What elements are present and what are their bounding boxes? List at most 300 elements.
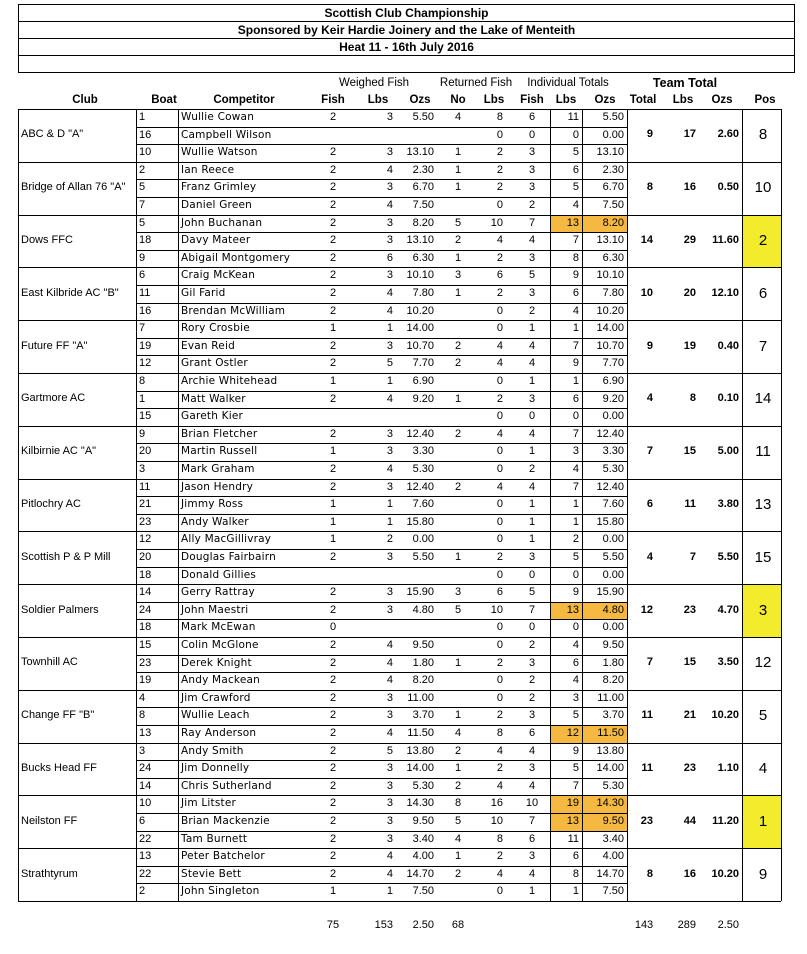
row-divider xyxy=(136,179,627,180)
row-divider xyxy=(136,619,627,620)
col-returned-lbs: Lbs xyxy=(483,94,505,106)
row-divider xyxy=(136,127,627,128)
competitor-name: John Singleton xyxy=(181,885,260,898)
individual-fish: 0 xyxy=(528,128,536,141)
weighed-lbs: 1 xyxy=(386,515,393,528)
boat-number: 22 xyxy=(139,867,152,880)
individual-ozs: 9.50 xyxy=(602,639,624,651)
weighed-lbs: 4 xyxy=(386,867,393,880)
individual-fish: 3 xyxy=(528,251,536,264)
competitor-name: Ian Reece xyxy=(181,163,235,176)
weighed-lbs: 3 xyxy=(386,832,393,845)
returned-no: 1 xyxy=(454,181,462,194)
competitor-name: Martin Russell xyxy=(181,445,258,458)
individual-fish: 6 xyxy=(528,111,536,123)
col-competitor: Competitor xyxy=(213,94,275,106)
weighed-ozs: 15.80 xyxy=(406,515,434,528)
individual-lbs: 3 xyxy=(572,691,579,704)
individual-lbs: 19 xyxy=(566,797,579,810)
returned-lbs: 2 xyxy=(496,163,503,176)
team-total-ozs: 5.00 xyxy=(717,445,739,458)
individual-ozs: 5.50 xyxy=(602,551,624,563)
individual-ozs: 6.30 xyxy=(602,251,624,264)
returned-no: 8 xyxy=(454,797,462,810)
returned-lbs: 6 xyxy=(496,269,503,282)
boat-number: 9 xyxy=(139,251,146,264)
team-total-lbs: 44 xyxy=(683,814,696,827)
competitor-name: Peter Batchelor xyxy=(181,850,265,863)
boat-number: 23 xyxy=(139,515,152,528)
row-divider xyxy=(136,514,627,515)
individual-lbs: 13 xyxy=(566,603,579,616)
weighed-ozs: 13.80 xyxy=(406,744,434,757)
individual-fish: 4 xyxy=(528,744,536,757)
returned-no: 1 xyxy=(454,287,462,299)
returned-no: 3 xyxy=(454,269,462,282)
individual-ozs: 0.00 xyxy=(602,128,624,141)
returned-lbs: 4 xyxy=(496,339,503,352)
returned-lbs: 4 xyxy=(496,779,503,792)
weighed-ozs: 9.20 xyxy=(412,392,434,405)
weighed-ozs: 10.20 xyxy=(406,304,434,317)
club-name: Strathtyrum xyxy=(21,867,78,880)
row-divider xyxy=(136,408,627,409)
weighed-lbs: 4 xyxy=(386,639,393,651)
competitor-name: John Maestri xyxy=(181,603,249,616)
individual-ozs: 8.20 xyxy=(602,216,624,229)
individual-ozs: 4.80 xyxy=(602,603,624,616)
boat-number: 7 xyxy=(139,322,146,335)
team-total-lbs: 17 xyxy=(683,128,696,141)
row-divider xyxy=(136,443,627,444)
weighed-lbs: 3 xyxy=(386,709,393,722)
weighed-fish: 1 xyxy=(329,885,337,898)
team-position: 14 xyxy=(754,390,772,408)
individual-lbs: 1 xyxy=(572,322,579,335)
individual-ozs: 5.50 xyxy=(602,111,624,123)
boat-number: 8 xyxy=(139,709,146,722)
weighed-fish: 2 xyxy=(329,251,337,264)
weighed-fish: 1 xyxy=(329,498,337,511)
weighed-fish: 2 xyxy=(329,797,337,810)
individual-ozs: 7.70 xyxy=(602,357,624,370)
individual-fish: 3 xyxy=(528,146,536,159)
team-total-ozs: 4.70 xyxy=(717,603,739,616)
weighed-ozs: 6.90 xyxy=(412,375,434,387)
weighed-ozs: 6.30 xyxy=(412,251,434,264)
weighed-ozs: 7.50 xyxy=(412,199,434,211)
row-divider xyxy=(136,285,627,286)
returned-no: 2 xyxy=(454,427,462,440)
team-total-lbs: 23 xyxy=(683,762,696,774)
individual-lbs: 12 xyxy=(566,727,579,739)
individual-ozs: 7.50 xyxy=(602,199,624,211)
returned-no: 2 xyxy=(454,744,462,757)
club-divider xyxy=(18,267,781,268)
row-divider xyxy=(136,303,627,304)
team-position: 6 xyxy=(758,284,768,302)
boat-number: 2 xyxy=(139,163,146,176)
individual-lbs: 13 xyxy=(566,216,579,229)
boat-number: 4 xyxy=(139,691,146,704)
weighed-fish: 1 xyxy=(329,533,337,546)
team-total-fish: 23 xyxy=(640,814,653,827)
individual-lbs: 5 xyxy=(572,146,579,159)
boat-number: 14 xyxy=(139,779,152,792)
club-name: Scottish P & P Mill xyxy=(21,550,111,563)
weighed-ozs: 8.20 xyxy=(412,216,434,229)
individual-ozs: 14.30 xyxy=(596,797,624,810)
returned-no: 1 xyxy=(454,163,462,176)
individual-lbs: 1 xyxy=(572,375,579,387)
column-divider xyxy=(136,109,137,901)
returned-lbs: 4 xyxy=(496,427,503,440)
individual-fish: 3 xyxy=(528,850,536,863)
blank-line xyxy=(18,55,795,73)
returned-no: 1 xyxy=(454,762,462,775)
competitor-name: Brian Mackenzie xyxy=(181,815,270,827)
weighed-fish: 2 xyxy=(329,832,337,845)
returned-lbs: 2 xyxy=(496,181,503,194)
col-ozs: Ozs xyxy=(409,94,431,106)
competitor-name: Ally MacGillivray xyxy=(181,533,272,546)
returned-no: 2 xyxy=(454,234,462,247)
individual-lbs: 1 xyxy=(572,498,579,511)
weighed-fish: 1 xyxy=(329,515,337,528)
club-name: ABC & D "A" xyxy=(21,128,84,141)
weighed-lbs: 3 xyxy=(386,269,393,282)
individual-ozs: 14.00 xyxy=(596,322,624,335)
row-divider xyxy=(136,602,627,603)
row-divider xyxy=(136,813,627,814)
individual-fish: 3 xyxy=(528,709,536,722)
individual-fish: 5 xyxy=(528,586,536,599)
weighed-lbs: 2 xyxy=(386,533,393,546)
weighed-ozs: 14.00 xyxy=(406,322,434,335)
weighed-fish: 2 xyxy=(329,216,337,229)
weighed-ozs: 5.50 xyxy=(412,111,434,123)
individual-fish: 4 xyxy=(528,339,536,352)
row-divider xyxy=(136,144,627,145)
returned-lbs: 0 xyxy=(496,515,503,528)
row-divider xyxy=(136,355,627,356)
competitor-name: Campbell Wilson xyxy=(181,128,272,141)
grand-total-lbs: 153 xyxy=(374,919,393,931)
returned-lbs: 0 xyxy=(496,322,503,335)
individual-ozs: 12.40 xyxy=(596,480,624,493)
weighed-ozs: 3.40 xyxy=(412,832,434,845)
team-total-ozs: 11.20 xyxy=(712,814,739,827)
boat-number: 16 xyxy=(139,128,152,141)
weighed-lbs: 1 xyxy=(386,885,393,898)
weighed-fish: 2 xyxy=(329,656,337,669)
weighed-ozs: 4.00 xyxy=(412,850,434,863)
club-name: Kilbirnie AC "A" xyxy=(21,445,97,458)
club-divider xyxy=(18,690,781,691)
individual-ozs: 7.50 xyxy=(602,885,624,898)
row-divider xyxy=(136,725,627,726)
returned-lbs: 4 xyxy=(496,480,503,493)
returned-lbs: 0 xyxy=(496,463,503,475)
team-total-ozs: 12.10 xyxy=(711,286,739,299)
weighed-lbs: 3 xyxy=(386,797,393,810)
individual-fish: 7 xyxy=(528,815,536,827)
boat-number: 1 xyxy=(139,392,146,405)
individual-lbs: 6 xyxy=(572,287,579,299)
individual-fish: 6 xyxy=(528,832,536,845)
team-position: 15 xyxy=(754,548,772,566)
individual-lbs: 4 xyxy=(572,674,579,687)
returned-no: 1 xyxy=(454,251,462,264)
weighed-lbs: 3 xyxy=(386,427,393,440)
competitor-name: Brendan McWilliam xyxy=(181,304,286,317)
weighed-fish: 1 xyxy=(329,322,337,335)
team-total-lbs: 29 xyxy=(683,234,696,246)
competitor-name: Tam Burnett xyxy=(181,832,248,845)
individual-lbs: 8 xyxy=(572,867,579,880)
weighed-ozs: 7.50 xyxy=(412,885,434,898)
row-divider xyxy=(136,883,627,884)
row-divider xyxy=(136,391,627,392)
boat-number: 5 xyxy=(139,181,146,194)
competitor-name: Mark McEwan xyxy=(181,621,256,634)
individual-lbs: 7 xyxy=(572,427,579,440)
team-position: 8 xyxy=(758,126,768,144)
returned-lbs: 8 xyxy=(496,832,503,845)
individual-lbs: 5 xyxy=(572,709,579,722)
team-position: 3 xyxy=(758,601,768,619)
individual-lbs: 4 xyxy=(572,199,579,211)
team-position: 10 xyxy=(754,179,772,197)
individual-fish: 3 xyxy=(528,181,536,194)
individual-column-divider xyxy=(582,109,583,901)
individual-ozs: 9.50 xyxy=(602,815,624,827)
competitor-name: Ray Anderson xyxy=(181,727,257,739)
returned-lbs: 4 xyxy=(496,867,503,880)
weighed-fish: 2 xyxy=(329,287,337,299)
row-divider xyxy=(136,778,627,779)
sponsor-line: Sponsored by Keir Hardie Joinery and the Lake of Menteith xyxy=(18,21,795,39)
team-total-lbs: 15 xyxy=(683,445,696,458)
team-position: 12 xyxy=(754,654,772,672)
returned-no: 2 xyxy=(454,357,462,370)
returned-no: 4 xyxy=(454,727,462,739)
weighed-ozs: 12.40 xyxy=(406,427,434,440)
individual-ozs: 4.00 xyxy=(602,850,624,863)
column-divider xyxy=(18,109,19,901)
weighed-fish: 2 xyxy=(329,779,337,792)
competitor-name: Daniel Green xyxy=(181,199,253,211)
boat-number: 6 xyxy=(139,269,146,282)
row-divider xyxy=(136,672,627,673)
individual-fish: 6 xyxy=(528,727,536,739)
individual-lbs: 11 xyxy=(567,832,579,845)
weighed-lbs: 5 xyxy=(386,357,393,370)
individual-lbs: 3 xyxy=(572,445,579,458)
returned-no: 1 xyxy=(454,656,462,669)
individual-ozs: 7.60 xyxy=(602,498,624,511)
individual-lbs: 7 xyxy=(572,480,579,493)
returned-lbs: 0 xyxy=(496,304,503,317)
weighed-lbs: 4 xyxy=(386,304,393,317)
boat-number: 3 xyxy=(139,744,146,757)
individual-fish: 3 xyxy=(528,656,536,669)
competitor-name: Gareth Kier xyxy=(181,410,244,423)
team-total-lbs: 16 xyxy=(683,867,696,880)
team-total-header: Team Total xyxy=(652,76,718,90)
individual-fish: 3 xyxy=(528,551,536,563)
returned-lbs: 2 xyxy=(496,146,503,159)
team-position: 13 xyxy=(754,496,772,513)
individual-ozs: 7.80 xyxy=(602,287,624,299)
boat-number: 10 xyxy=(139,146,152,159)
boat-number: 21 xyxy=(139,498,152,511)
col-boat: Boat xyxy=(151,94,177,106)
team-total-fish: 9 xyxy=(646,128,653,141)
weighed-fish: 2 xyxy=(329,357,337,370)
grand-total-ozs: 2.50 xyxy=(412,919,434,931)
competitor-name: Donald Gillies xyxy=(181,568,257,581)
individual-ozs: 10.10 xyxy=(596,269,624,282)
boat-number: 24 xyxy=(139,603,152,616)
row-divider xyxy=(136,567,627,568)
column-divider xyxy=(627,109,628,901)
competitor-name: Franz Grimley xyxy=(181,181,257,194)
weighed-lbs: 4 xyxy=(386,463,393,475)
returned-lbs: 2 xyxy=(496,287,503,299)
individual-fish: 2 xyxy=(528,304,536,317)
team-total-fish: 4 xyxy=(646,392,653,405)
weighed-lbs: 3 xyxy=(386,586,393,599)
club-divider xyxy=(18,426,781,427)
individual-ozs: 0.00 xyxy=(602,568,624,581)
individual-ozs: 10.70 xyxy=(596,339,624,352)
returned-no: 5 xyxy=(454,216,462,229)
weighed-fish: 2 xyxy=(329,639,337,651)
returned-no: 1 xyxy=(454,146,462,159)
individual-lbs: 4 xyxy=(572,463,579,475)
team-total-ozs: 3.50 xyxy=(717,656,739,669)
weighed-lbs: 3 xyxy=(386,181,393,194)
team-position: 7 xyxy=(758,337,768,355)
col-ind-lbs: Lbs xyxy=(555,94,577,106)
col-team-total: Total xyxy=(629,94,657,106)
boat-number: 12 xyxy=(139,357,152,370)
col-no: No xyxy=(450,94,466,106)
individual-fish: 0 xyxy=(528,410,536,423)
table-border-bottom xyxy=(18,901,781,902)
boat-number: 2 xyxy=(139,885,146,898)
weighed-ozs: 13.10 xyxy=(406,146,434,159)
club-name: Soldier Palmers xyxy=(21,603,99,616)
returned-no: 2 xyxy=(454,779,462,792)
competitor-name: Archie Whitehead xyxy=(181,375,278,387)
individual-fish: 4 xyxy=(528,357,536,370)
boat-number: 11 xyxy=(139,480,151,493)
weighed-lbs: 3 xyxy=(386,762,393,775)
individual-fish: 2 xyxy=(528,639,536,651)
weighed-fish: 1 xyxy=(329,375,337,387)
grand-total-returned: 68 xyxy=(451,919,465,931)
boat-number: 11 xyxy=(139,287,151,299)
weighed-fish: 2 xyxy=(329,850,337,863)
col-club: Club xyxy=(72,94,98,106)
boat-number: 5 xyxy=(139,216,146,229)
returned-lbs: 0 xyxy=(496,445,503,458)
individual-fish: 2 xyxy=(528,199,536,211)
individual-ozs: 3.40 xyxy=(602,832,624,845)
individual-ozs: 2.30 xyxy=(602,163,624,176)
team-total-ozs: 0.50 xyxy=(717,181,739,194)
weighed-lbs: 3 xyxy=(386,111,393,123)
club-divider xyxy=(18,162,781,163)
team-total-lbs: 8 xyxy=(689,392,696,405)
individual-lbs: 0 xyxy=(572,128,579,141)
returned-lbs: 0 xyxy=(496,498,503,511)
weighed-fish: 2 xyxy=(329,867,337,880)
competitor-name: Rory Crosbie xyxy=(181,322,250,335)
club-divider xyxy=(18,215,781,216)
club-name: Future FF "A" xyxy=(21,339,88,352)
boat-number: 16 xyxy=(139,304,152,317)
weighed-lbs: 4 xyxy=(386,674,393,687)
weighed-lbs: 4 xyxy=(386,199,393,211)
individual-lbs: 9 xyxy=(572,744,579,757)
individual-ozs: 12.40 xyxy=(596,427,624,440)
weighed-ozs: 9.50 xyxy=(412,815,434,827)
club-name: Neilston FF xyxy=(21,814,78,827)
weighed-fish: 2 xyxy=(329,427,337,440)
individual-lbs: 11 xyxy=(567,111,579,123)
col-ind-fish: Fish xyxy=(520,94,544,106)
individual-lbs: 5 xyxy=(572,762,579,775)
returned-no: 2 xyxy=(454,480,462,493)
weighed-fish: 2 xyxy=(329,181,337,194)
individual-ozs: 14.70 xyxy=(596,867,624,880)
team-total-ozs: 10.20 xyxy=(711,867,739,880)
weighed-lbs: 5 xyxy=(386,744,393,757)
individual-lbs: 7 xyxy=(572,779,579,792)
returned-no: 1 xyxy=(454,709,462,722)
boat-number: 14 xyxy=(139,586,152,599)
weighed-ozs: 5.50 xyxy=(412,551,434,563)
weighed-lbs: 1 xyxy=(386,375,393,387)
individual-fish: 5 xyxy=(528,269,536,282)
weighed-lbs: 4 xyxy=(386,656,393,669)
individual-fish: 1 xyxy=(528,498,536,511)
weighed-lbs: 3 xyxy=(386,815,393,827)
competitor-name: Gerry Rattray xyxy=(181,586,255,599)
col-team-ozs: Ozs xyxy=(711,94,733,106)
col-lbs: Lbs xyxy=(367,94,389,106)
boat-number: 6 xyxy=(139,815,146,827)
weighed-fish: 2 xyxy=(329,163,337,176)
returned-lbs: 0 xyxy=(496,199,503,211)
weighed-fish: 2 xyxy=(329,111,337,123)
individual-lbs: 9 xyxy=(572,586,579,599)
competitor-name: Gil Farid xyxy=(181,287,226,299)
col-ind-ozs: Ozs xyxy=(594,94,616,106)
boat-number: 19 xyxy=(139,339,152,352)
team-total-fish: 8 xyxy=(646,867,653,880)
club-divider xyxy=(18,373,781,374)
row-divider xyxy=(136,197,627,198)
weighed-ozs: 1.80 xyxy=(412,656,434,669)
individual-lbs: 1 xyxy=(572,515,579,528)
team-total-ozs: 3.80 xyxy=(717,498,739,510)
individual-fish: 4 xyxy=(528,480,536,493)
individual-ozs: 0.00 xyxy=(602,533,624,546)
